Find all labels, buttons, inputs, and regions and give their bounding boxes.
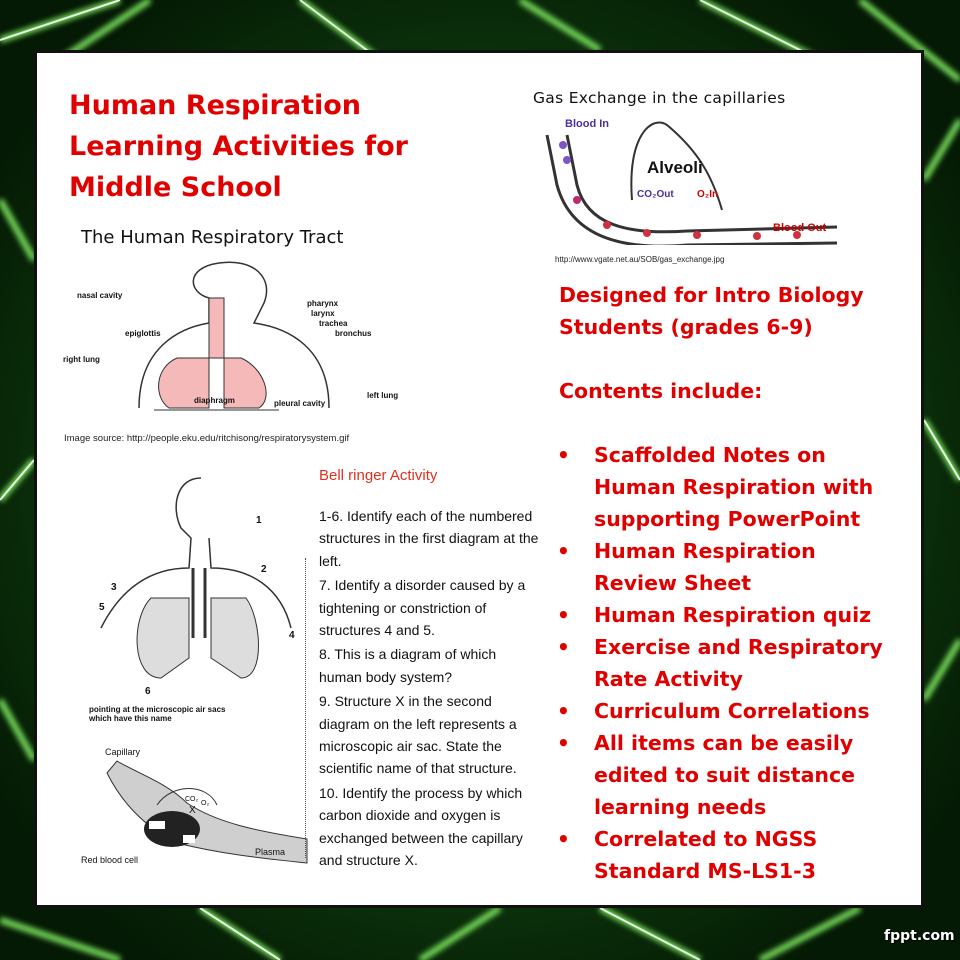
co2-out-label: CO₂Out [637, 189, 674, 200]
label-nasal-cavity: nasal cavity [77, 291, 123, 300]
question-8: 8. This is a diagram of which human body system? [319, 646, 497, 685]
label-pleural-cavity: pleural cavity [274, 399, 326, 408]
question-9: 9. Structure X in the second diagram on the left represents a microscopic air sac. State the scientific name of that structure. [319, 693, 517, 777]
list-item: • Exercise and Respiratory Rate Activity [557, 631, 902, 695]
o2-in-label: O₂In [697, 189, 719, 200]
respiratory-tract-title: The Human Respiratory Tract [81, 227, 344, 248]
number-2: 2 [261, 564, 267, 575]
number-1: 1 [256, 515, 262, 526]
worksheet-lung-diagram [81, 468, 301, 718]
list-item: • Scaffolded Notes on Human Respiration with supporting PowerPoint [557, 439, 902, 503]
number-6: 6 [145, 686, 151, 697]
question-10: 10. Identify the process by which carbon dioxide and oxygen is exchanged between the capillary and structure X. [319, 784, 523, 869]
label-diaphragm: diaphragm [194, 396, 235, 405]
label-right-lung: right lung [63, 355, 100, 364]
respiratory-tract-diagram [59, 258, 409, 428]
list-item: • Correlated to NGSS Standard MS-LS1-3 [557, 823, 902, 887]
number-3: 3 [111, 582, 117, 593]
label-epiglottis: epiglottis [125, 329, 161, 338]
capillary-diagram [77, 743, 317, 873]
bullet-icon: • [557, 443, 570, 467]
label-left-lung: left lung [367, 391, 399, 400]
blood-out-label: Blood Out [773, 222, 827, 234]
label-bronchus: bronchus [335, 329, 372, 338]
page-title: Human Respiration Learning Activities for Middle School [69, 90, 408, 203]
list-item: • All items can be easily edited to suit distance learning needs [557, 727, 902, 823]
question-7: 7. Identify a disorder caused by a tightening or constriction of structures 4 and 5. [319, 577, 526, 639]
x-label: X [189, 805, 196, 816]
list-item: • Human Respiration quiz [557, 599, 902, 631]
bell-ringer-title: Bell ringer Activity [319, 467, 438, 484]
bullet-icon: • [557, 635, 570, 659]
air-sacs-caption: pointing at the microscopic air sacs which have this name [89, 705, 226, 723]
label-larynx: larynx [311, 309, 335, 318]
red-blood-cell-label: Red blood cell [81, 855, 139, 865]
plasma-label: Plasma [255, 847, 286, 857]
capillary-label: Capillary [105, 747, 141, 757]
number-5: 5 [99, 602, 105, 613]
bullet-icon: • [557, 603, 570, 627]
content-card [34, 50, 924, 908]
question-1-6: 1-6. Identify each of the numbered structures in the first diagram at the left. [319, 508, 539, 569]
list-item: • Human Respiration Review Sheet [557, 535, 902, 599]
number-4: 4 [289, 630, 295, 641]
label-trachea: trachea [319, 319, 348, 328]
alveoli-label: Alveoli [647, 158, 703, 177]
watermark: fppt.com [884, 928, 955, 944]
bullet-icon: • [557, 827, 570, 851]
gas-exchange-diagram [537, 115, 857, 245]
gas-exchange-source: http://www.vgate.net.au/SOB/gas_exchange.jpg [555, 255, 725, 264]
o2-label: O₂ [201, 800, 210, 807]
bell-ringer-questions [319, 505, 539, 874]
designed-for-text: Designed for Intro Biology Students (grades 6-9) [559, 283, 864, 339]
blood-in-label: Blood In [565, 118, 609, 130]
contents-heading: Contents include: [559, 379, 763, 403]
co2-label: CO₂ [185, 796, 199, 803]
dotted-divider [305, 558, 306, 858]
gas-exchange-title: Gas Exchange in the capillaries [533, 89, 786, 107]
label-pharynx: pharynx [307, 299, 339, 308]
bullet-icon: • [557, 731, 570, 755]
respiratory-tract-source: Image source: http://people.eku.edu/ritchisong/respiratorysystem.gif [64, 433, 350, 444]
bullet-icon: • [557, 699, 570, 723]
list-item: • Curriculum Correlations [557, 695, 902, 727]
bullet-icon: • [557, 539, 570, 563]
